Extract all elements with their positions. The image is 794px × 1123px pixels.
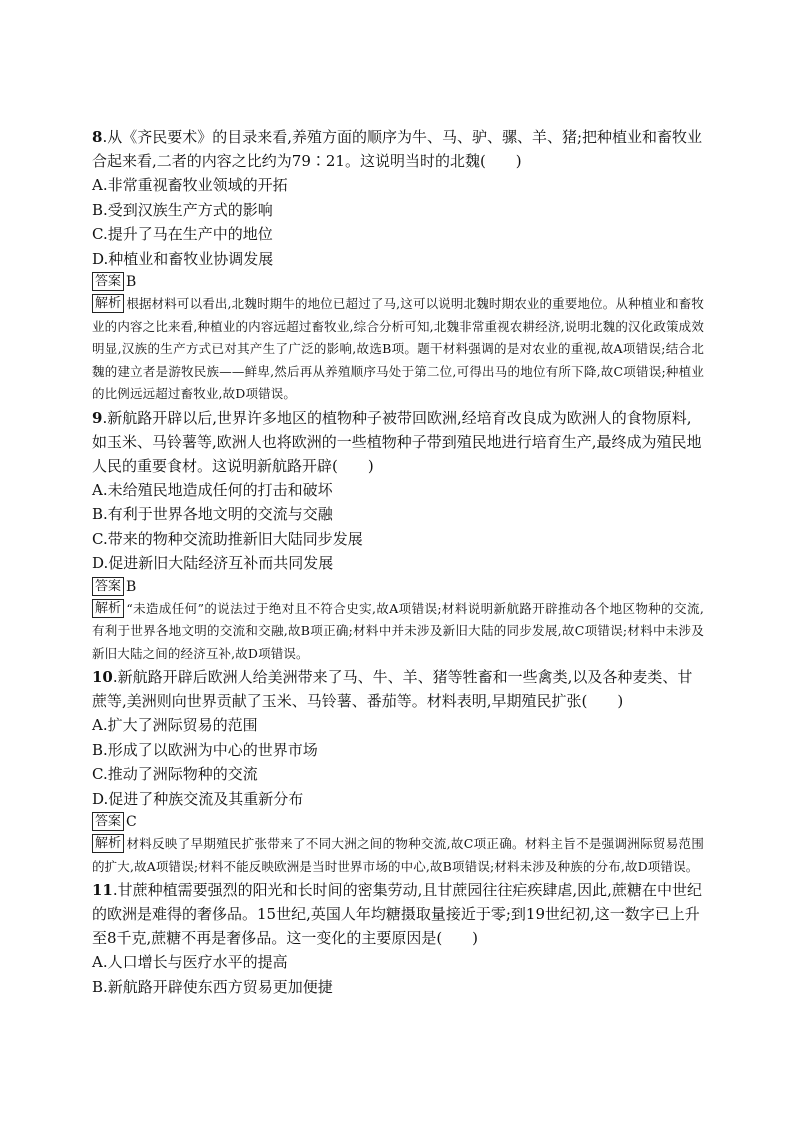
option-d: D.促进了种族交流及其重新分布 — [92, 789, 304, 808]
answer-row — [92, 271, 704, 293]
answer-label: 答案 — [92, 577, 124, 596]
answer-label: 答案 — [92, 812, 124, 831]
answer-label: 答案 — [92, 272, 124, 291]
explanation-text: “未造成任何”的说法过于绝对且不符合史实,故A项错误;材料说明新航路开辟推动各个地区物种的交流,有利于世界各地文明的交流和交融,故B项正确;材料中并未涉及新旧大陆的同步发展,故C项错误;材料中未涉及新旧大陆之间的经济互补,故D项错误。 — [92, 600, 704, 661]
option-a: A.非常重视畜牧业领域的开拓 — [92, 176, 288, 194]
option-a: A.扩大了洲际贸易的范围 — [92, 716, 258, 734]
question-stem — [92, 406, 704, 478]
explanation — [92, 598, 704, 666]
question-stem — [92, 665, 704, 713]
option-b: B.有利于世界各地文明的交流与交融 — [92, 505, 333, 523]
answer-value: B — [126, 274, 137, 290]
explanation-label: 解析 — [92, 294, 124, 313]
option-a: A.人口增长与医疗水平的提高 — [92, 953, 288, 971]
explanation-label: 解析 — [92, 599, 124, 618]
explanation-label: 解析 — [92, 834, 124, 853]
question-number: 9 — [92, 408, 103, 427]
answer-value: B — [126, 578, 137, 595]
question-list — [92, 125, 704, 999]
answer-value: C — [126, 814, 137, 830]
question-stem — [92, 878, 704, 950]
answer-row — [92, 576, 704, 598]
option-b: B.新航路开辟使东西方贸易更加便捷 — [92, 977, 333, 996]
question-text: .新航路开辟后欧洲人给美洲带来了马、牛、羊、猪等牲畜和一些禽类,以及各种麦类、甘蔗等,美洲则向世界贡献了玉米、马铃薯、番茄等。材料表明,早期殖民扩张( ) — [92, 668, 693, 710]
explanation-text: 根据材料可以看出,北魏时期牛的地位已超过了马,这可以说明北魏时期农业的重要地位。从种植业和畜牧业的内容之比来看,种植业的内容远超过畜牧业,综合分析可知,北魏非常重视农耕经济,说明北魏的汉化政策成效明显,汉族的生产方式已对其产生了广泛的影响,故选B项。题干材料强调的是对农业的重视,故A项错误;结合北魏的建立者是游牧民族——鲜卑,然后再从养殖顺序马处于第二位,可得出马的地位有所下降,故C项错误;种植业的比例远远超过畜牧业,故D项错误。 — [92, 296, 704, 401]
question-stem — [92, 125, 704, 173]
question-text: .甘蔗种植需要强烈的阳光和长时间的密集劳动,且甘蔗园往往疟疾肆虐,因此,蔗糖在中世纪的欧洲是难得的奢侈品。15世纪,英国人年均糖摄取量接近于零;到19世纪初,这一数字已上升至8千克,蔗糖不再是奢侈品。这一变化的主要原因是( ) — [92, 881, 702, 947]
option-a: A.未给殖民地造成任何的打击和破坏 — [92, 480, 333, 499]
question-number: 10 — [92, 668, 113, 686]
question-text: .从《齐民要术》的目录来看,养殖方面的顺序为牛、马、驴、骡、羊、猪;把种植业和畜牧业合起来看,二者的内容之比约为79∶21。这说明当时的北魏( ) — [92, 128, 703, 170]
question-number: 11 — [92, 881, 113, 899]
question-number: 8 — [92, 128, 103, 146]
answer-row — [92, 811, 704, 833]
explanation-text: 材料反映了早期殖民扩张带来了不同大洲之间的物种交流,故C项正确。材料主旨不是强调洲际贸易范围的扩大,故A项错误;材料不能反映欧洲是当时世界市场的中心,故B项错误;材料未涉及种族的分布,故D项错误。 — [92, 836, 704, 874]
option-b: B.受到汉族生产方式的影响 — [92, 200, 273, 219]
explanation — [92, 833, 704, 878]
option-c: C.带来的物种交流助推新旧大陆同步发展 — [92, 529, 363, 548]
explanation — [92, 293, 704, 406]
option-c: C.推动了洲际物种的交流 — [92, 765, 258, 783]
question-text: .新航路开辟以后,世界许多地区的植物种子被带回欧洲,经培育改良成为欧洲人的食物原料,如玉米、马铃薯等,欧洲人也将欧洲的一些植物种子带到殖民地进行培育生产,最终成为殖民地人民的重要食材。这说明新航路开辟( ) — [92, 408, 702, 475]
option-b: B.形成了以欧洲为中心的世界市场 — [92, 740, 318, 759]
option-d: D.促进新旧大陆经济互补而共同发展 — [92, 554, 334, 572]
option-c: C.提升了马在生产中的地位 — [92, 225, 273, 243]
option-d: D.种植业和畜牧业协调发展 — [92, 249, 274, 268]
